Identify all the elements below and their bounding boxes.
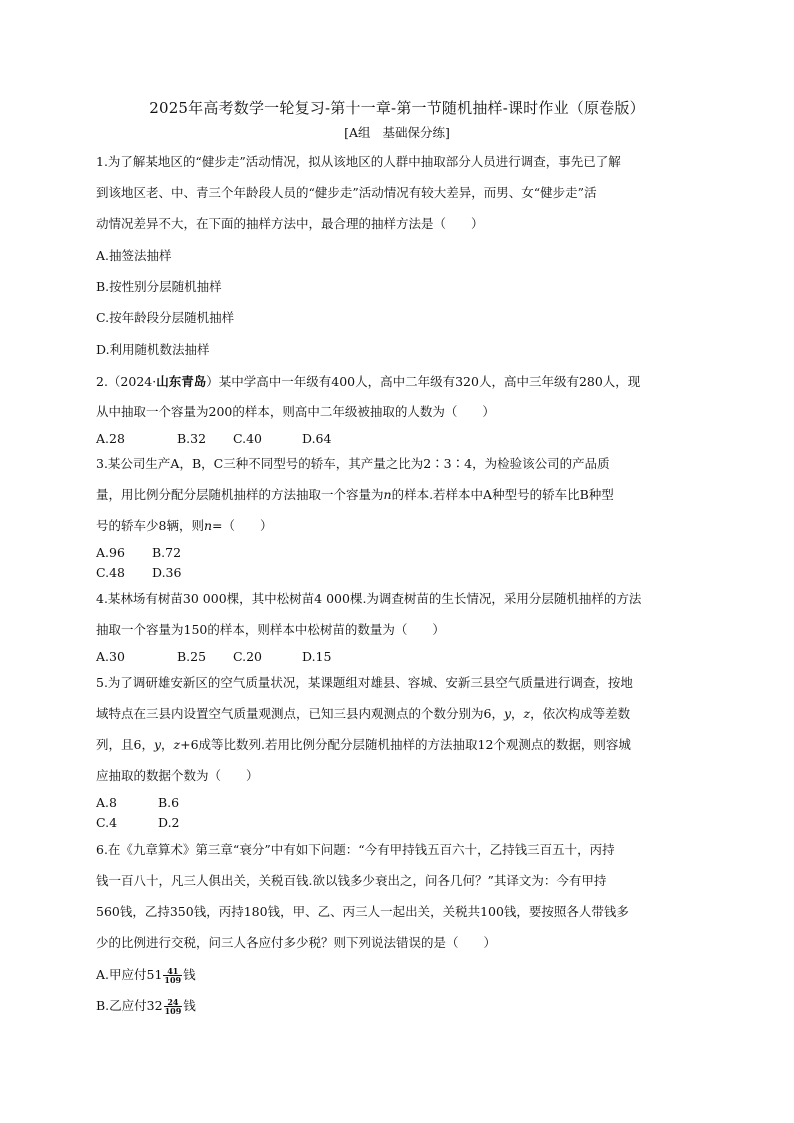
question-3-variable-n-2: n [203,518,213,533]
question-5-line-2 [96,706,630,722]
question-2-options [96,431,331,447]
question-1-line-2: 到该地区老、中、青三个年龄段人员的“健步走”活动情况有较大差异，而男、女“健步走”活 [96,185,597,200]
question-4-line-2: 抽取一个容量为150的样本，则样本中松树苗的数量为（ ） [96,622,445,637]
question-2-option-c: C.40 [233,431,262,446]
fraction-numerator: 24 [164,998,183,1007]
question-3-line-3-text-b: =（ ） [212,518,273,533]
question-6-option-a-fraction [163,967,182,984]
question-5-variable-y: y [503,706,512,721]
question-3-line-2-text-a: 量，用比例分配分层随机抽样的方法抽取一个容量为 [96,487,384,502]
section-heading-left: [A组 [344,125,371,140]
question-5-line-2-sep: ， [511,706,524,721]
question-4-option-a: A.30 [96,649,125,664]
document-title: 2025年高考数学一轮复习-第十一章-第一节随机抽样-课时作业（原卷版） [149,99,645,117]
section-heading [0,123,794,141]
question-6-line-3: 560钱，乙持350钱，丙持180钱，甲、乙、丙三人一起出关，关税共100钱，要按照各人带钱多 [96,904,629,919]
question-4-option-c: C.20 [233,649,262,664]
question-2-line-1-text: ）某中学高中一年级有400人，高中二年级有320人，高中三年级有280人，现 [206,374,641,389]
section-heading-right: 基础保分练] [382,125,450,140]
question-5-option-d: D.2 [158,815,180,830]
question-2-option-d: D.64 [302,431,332,446]
question-6-option-b-text: B.乙应付32 [96,998,163,1013]
question-3-options-row-1 [96,545,181,561]
question-4-options [96,649,331,665]
question-3-option-b: B.72 [152,545,182,560]
question-5-line-3-sep: ， [161,737,174,752]
question-3-line-1: 3.某公司生产A，B，C三种不同型号的轿车，其产量之比为2∶3∶4，为检验该公司的产品质 [96,456,610,471]
fraction-denominator: 109 [164,1006,182,1016]
question-4-option-b: B.25 [177,649,207,664]
question-5-options-row-2 [96,815,180,831]
question-6-option-a-text: A.甲应付51 [96,967,163,982]
question-3-options-row-2 [96,565,181,581]
question-2-source-prefix: 2.（2024· [96,374,157,389]
question-1-option-a: A.抽签法抽样 [96,248,172,263]
question-5-variable-y-2: y [153,737,162,752]
question-3-variable-n: n [383,487,392,502]
question-6-option-b-unit: 钱 [183,998,196,1013]
question-4-option-d: D.15 [302,649,332,664]
question-5-variable-z-2: z [173,737,181,752]
question-6-option-a [96,964,196,986]
question-2-source-region: 山东青岛 [156,374,207,389]
question-3-line-3 [96,518,273,534]
question-5-line-3 [96,737,631,753]
question-1-option-b: B.按性别分层随机抽样 [96,279,222,294]
question-5-option-c: C.4 [96,815,118,830]
question-5-option-b: B.6 [158,795,180,810]
question-1-option-d: D.利用随机数法抽样 [96,342,210,357]
question-3-line-2-text-b: 的样本.若样本中A种型号的轿车比B种型 [391,487,614,502]
question-5-variable-z: z [523,706,531,721]
question-2-option-a: A.28 [96,431,125,446]
question-6-line-2: 钱一百八十，凡三人俱出关，关税百钱.欲以钱多少衰出之，问各几何？”其译文为：今有甲持 [96,873,607,888]
question-1-line-1: 1.为了解某地区的“健步走”活动情况，拟从该地区的人群中抽取部分人员进行调查，事先已了解 [96,154,621,169]
fraction-denominator: 109 [164,975,182,985]
question-2-line-1 [96,374,640,390]
question-5-line-4: 应抽取的数据个数为（ ） [96,768,259,783]
question-5-line-1: 5.为了调研雄安新区的空气质量状况，某课题组对雄县、容城、安新三县空气质量进行调查，按地 [96,675,633,690]
question-3-line-2 [96,487,614,503]
question-5-options-row-1 [96,795,179,811]
question-6-option-b [96,995,196,1017]
question-6-line-4: 少的比例进行交税，问三人各应付多少税？则下列说法错误的是（ ） [96,935,497,950]
question-6-option-b-fraction [164,998,183,1015]
question-1-line-3: 动情况差异不大，在下面的抽样方法中，最合理的抽样方法是（ ） [96,216,484,231]
question-4-line-1: 4.某林场有树苗30 000棵，其中松树苗4 000棵.为调查树苗的生长情况，采用分层随机抽样的方法 [96,591,642,606]
question-5-line-3-text-d: +6成等比数列.若用比例分配分层随机抽样的方法抽取12个观测点的数据，则容城 [180,737,631,752]
question-5-line-2-text-a: 域特点在三县内设置空气质量观测点，已知三县内观测点的个数分别为6， [96,706,504,721]
question-6-line-1: 6.在《九章算术》第三章“衰分”中有如下问题：“今有甲持钱五百六十，乙持钱三百五十，丙持 [96,842,615,857]
fraction-numerator: 41 [163,967,182,976]
question-3-option-c: C.48 [96,565,125,580]
question-2-option-b: B.32 [177,431,207,446]
question-5-option-a: A.8 [96,795,117,810]
question-3-option-d: D.36 [152,565,182,580]
question-3-option-a: A.96 [96,545,125,560]
question-2-line-2: 从中抽取一个容量为200的样本，则高中二年级被抽取的人数为（ ） [96,404,495,419]
question-5-line-2-text-d: ，依次构成等差数 [530,706,631,721]
question-1-option-c: C.按年龄段分层随机抽样 [96,310,235,325]
question-3-line-3-text-a: 号的轿车少8辆，则 [96,518,204,533]
question-5-line-3-text-a: 列，且6， [96,737,154,752]
question-6-option-a-unit: 钱 [183,967,196,982]
